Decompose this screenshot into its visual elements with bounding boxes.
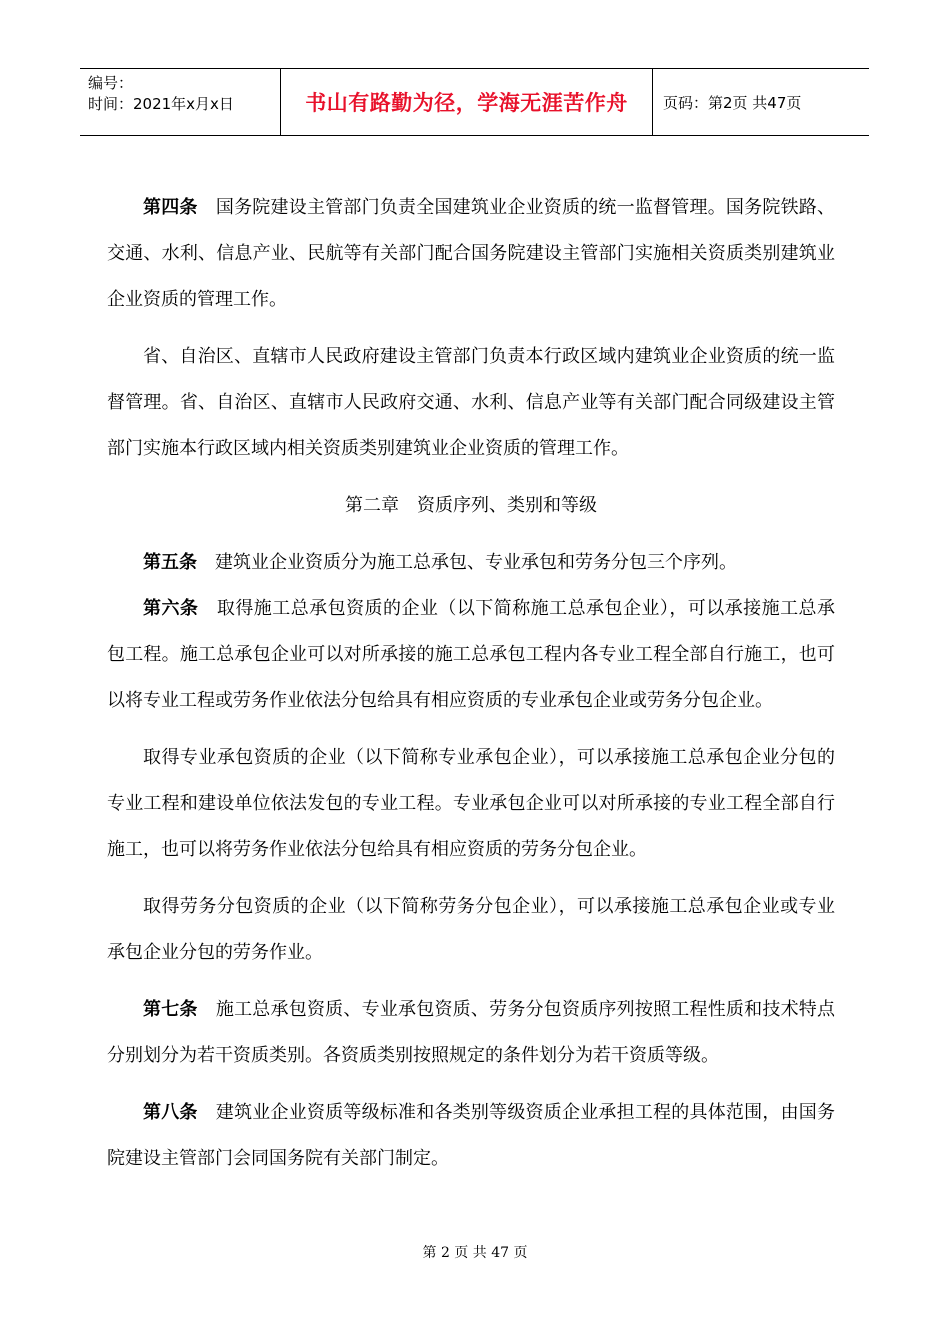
article-6 xyxy=(107,586,835,724)
article-text: 取得施工总承包资质的企业（以下简称施工总承包企业），可以承接施工总承包工程。施工总承包企业可以对所承接的施工总承包工程内各专业工程全部自行施工，也可以将专业工程或劳务作业依法分包给具有相应资质的专业承包企业或劳务分包企业。 xyxy=(107,598,836,711)
article-4 xyxy=(107,185,835,323)
paragraph: 省、自治区、直辖市人民政府建设主管部门负责本行政区域内建筑业企业资质的统一监督管理。省、自治区、直辖市人民政府交通、水利、信息产业等有关部门配合同级建设主管部门实施本行政区域内相关资质类别建筑业企业资质的管理工作。 xyxy=(107,346,835,459)
header-page-info xyxy=(653,69,869,135)
article-8 xyxy=(107,1090,835,1182)
article-text: 国务院建设主管部门负责全国建筑业企业资质的统一监督管理。国务院铁路、交通、水利、信息产业、民航等有关部门配合国务院建设主管部门实施相关资质类别建筑业企业资质的管理工作。 xyxy=(107,197,836,310)
article-5 xyxy=(107,540,835,586)
header-motto: 书山有路勤为径，学海无涯苦作舟 xyxy=(305,91,628,115)
article-7 xyxy=(107,987,835,1079)
header-meta xyxy=(80,69,281,135)
chapter-heading: 第二章 资质序列、类别和等级 xyxy=(345,495,597,516)
article-label: 第六条 xyxy=(143,598,199,619)
header-page-number: 页码：第2页 共47页 xyxy=(663,93,802,112)
footer-page-number: 第 2 页 共 47 页 xyxy=(422,1245,528,1261)
document-date: 时间：2021年x月x日 xyxy=(88,95,234,113)
article-text: 建筑业企业资质等级标准和各类别等级资质企业承担工程的具体范围，由国务院建设主管部门会同国务院有关部门制定。 xyxy=(107,1102,836,1169)
header-motto-cell xyxy=(281,69,653,135)
paragraph: 取得专业承包资质的企业（以下简称专业承包企业），可以承接施工总承包企业分包的专业工程和建设单位依法发包的专业工程。专业承包企业可以对所承接的专业工程全部自行施工，也可以将劳务作业依法分包给具有相应资质的劳务分包企业。 xyxy=(107,747,835,860)
article-text: 施工总承包资质、专业承包资质、劳务分包资质序列按照工程性质和技术特点分别划分为若干资质类别。各资质类别按照规定的条件划分为若干资质等级。 xyxy=(107,999,836,1066)
document-number-label: 编号： xyxy=(88,74,134,92)
article-label: 第四条 xyxy=(143,197,198,218)
paragraph: 取得劳务分包资质的企业（以下简称劳务分包企业），可以承接施工总承包企业或专业承包企业分包的劳务作业。 xyxy=(107,896,835,963)
article-label: 第五条 xyxy=(143,552,197,573)
document-body xyxy=(107,185,835,1182)
page-header xyxy=(80,68,869,136)
page-footer xyxy=(0,1242,950,1262)
article-label: 第八条 xyxy=(143,1102,198,1123)
article-label: 第七条 xyxy=(143,999,198,1020)
article-text: 建筑业企业资质分为施工总承包、专业承包和劳务分包三个序列。 xyxy=(215,552,737,573)
